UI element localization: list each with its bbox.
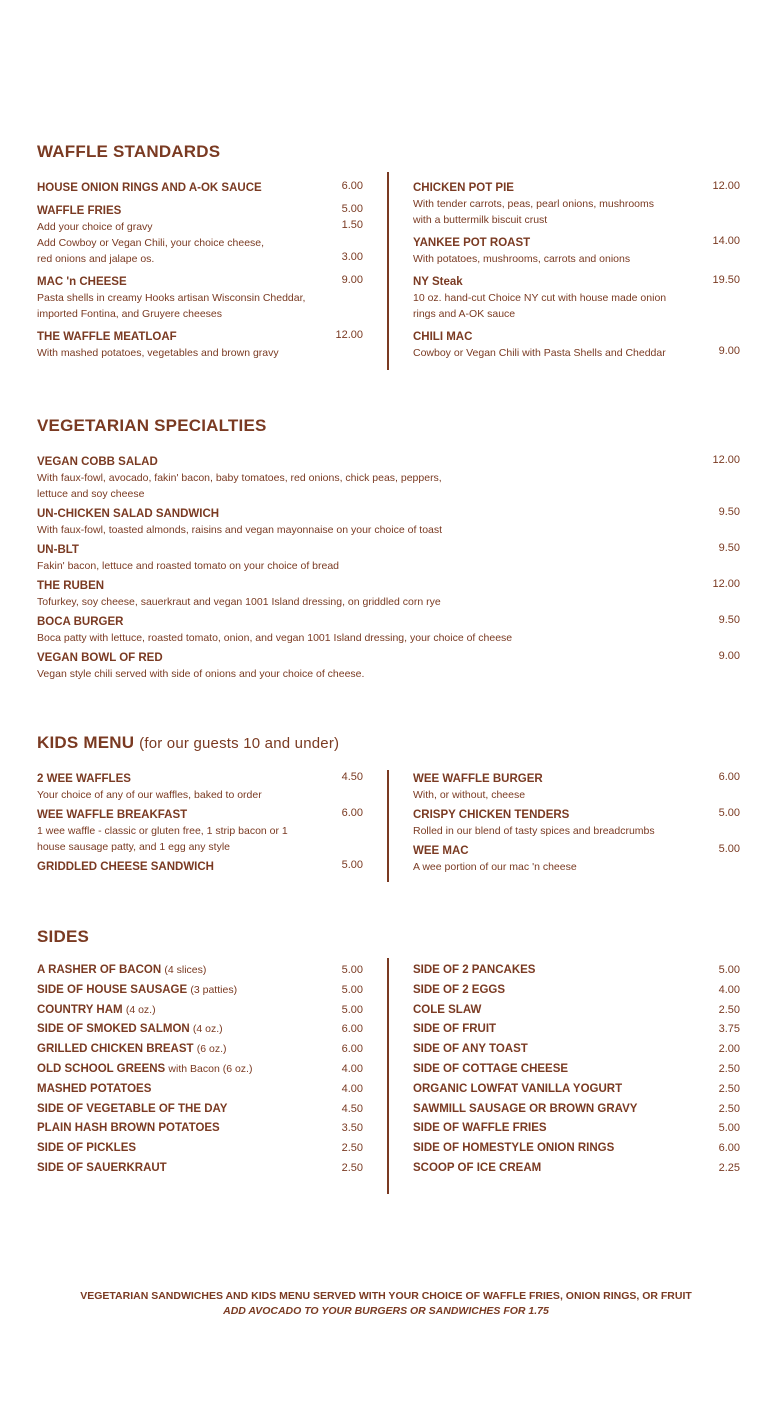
side-item	[37, 1103, 227, 1115]
menu-item-price: 9.00	[341, 274, 363, 286]
side-item-name: SIDE OF VEGETABLE OF THE DAY	[37, 1102, 228, 1115]
side-item-price: 2.50	[341, 1142, 363, 1155]
side-item-name: MASHED POTATOES	[37, 1082, 152, 1095]
side-item-note: (4 slices)	[164, 964, 207, 976]
side-item-price: 4.50	[341, 1102, 363, 1115]
side-item-price: 2.50	[718, 1082, 740, 1095]
side-item-name: COLE SLAW	[413, 1003, 482, 1016]
side-item-name: SIDE OF 2 PANCAKES	[413, 964, 536, 976]
menu-item-price: 5.00	[341, 859, 363, 871]
menu-item-price: 4.50	[341, 771, 363, 783]
menu-item-name: CRISPY CHICKEN TENDERS	[413, 809, 570, 821]
side-item-note: (3 patties)	[190, 983, 238, 996]
side-item-name: SIDE OF COTTAGE CHEESE	[413, 1063, 569, 1075]
menu-item-description: imported Fontina, and Gruyere cheeses	[37, 308, 223, 320]
side-item-price: 4.00	[341, 1082, 363, 1095]
side-item-note: (4 oz.)	[125, 1003, 156, 1016]
menu-item-price: 6.00	[341, 180, 363, 192]
side-item	[37, 984, 237, 996]
side-item-price: 4.00	[341, 1063, 363, 1075]
column-divider	[387, 770, 389, 882]
side-item-price: 2.50	[718, 1063, 740, 1075]
side-item-price: 2.50	[341, 1162, 363, 1174]
side-item-note: with Bacon (6 oz.)	[168, 1063, 253, 1075]
section-title-sides: SIDES	[37, 927, 90, 946]
menu-item-description: Rolled in our blend of tasty spices and breadcrumbs	[413, 825, 655, 837]
side-item-name: SIDE OF WAFFLE FRIES	[413, 1122, 547, 1135]
menu-item-price: 5.00	[718, 843, 740, 855]
section-title-vegetarian: VEGETARIAN SPECIALTIES	[37, 416, 267, 435]
side-item-name: A RASHER OF BACON	[37, 964, 162, 976]
menu-item-name: VEGAN COBB SALAD	[37, 456, 158, 468]
side-item-name: GRILLED CHICKEN BREAST	[37, 1043, 194, 1056]
menu-item-price: 5.00	[341, 203, 363, 215]
menu-item-price: 12.00	[712, 180, 740, 192]
menu-item-description: Boca patty with lettuce, roasted tomato, onion, and vegan 1001 Island dressing, your choice of cheese	[37, 632, 513, 644]
menu-item-description: red onions and jalape os.	[37, 253, 155, 265]
menu-item-name: WEE MAC	[413, 845, 469, 857]
side-item-name: OLD SCHOOL GREENS	[37, 1063, 166, 1075]
menu-item-name: VEGAN BOWL OF RED	[37, 652, 163, 664]
side-item	[37, 1162, 167, 1174]
side-item-price: 3.50	[341, 1122, 363, 1135]
side-item-name: SIDE OF HOUSE SAUSAGE	[37, 983, 188, 996]
menu-item-name: UN-BLT	[37, 544, 79, 556]
menu-item-description: with a buttermilk biscuit crust	[413, 214, 548, 226]
menu-item-price: 3.00	[341, 251, 363, 263]
menu-item-description: With faux-fowl, avocado, fakin' bacon, baby tomatoes, red onions, chick peas, peppers,	[37, 472, 442, 484]
side-item-price: 3.75	[718, 1023, 740, 1036]
side-item-name: COUNTRY HAM	[37, 1003, 123, 1016]
menu-item-name: WEE WAFFLE BURGER	[413, 773, 543, 785]
menu-item-name: NY Steak	[413, 276, 463, 288]
side-item-name: SAWMILL SAUSAGE OR BROWN GRAVY	[413, 1102, 638, 1115]
side-item-name: SIDE OF PICKLES	[37, 1142, 137, 1155]
side-item-note: (6 oz.)	[196, 1043, 227, 1056]
menu-item-description: With tender carrots, peas, pearl onions, mushrooms	[413, 198, 655, 210]
side-item-price: 6.00	[718, 1142, 740, 1155]
menu-item-price: 6.00	[341, 807, 363, 819]
column-divider	[387, 172, 389, 370]
side-item	[37, 1023, 223, 1035]
menu-item-price: 6.00	[718, 771, 740, 783]
menu-item-name: THE RUBEN	[37, 580, 105, 592]
menu-item-name: MAC 'n CHEESE	[37, 276, 127, 288]
side-item-name: ORGANIC LOWFAT VANILLA YOGURT	[413, 1082, 623, 1095]
side-item-price: 5.00	[718, 1122, 740, 1135]
menu-item-price: 19.50	[712, 274, 740, 286]
menu-item-name: BOCA BURGER	[37, 616, 124, 628]
menu-item-description: Vegan style chili served with side of onions and your choice of cheese.	[37, 668, 365, 680]
menu-item-description: house sausage patty, and 1 egg any style	[37, 841, 231, 853]
menu-item-name: THE WAFFLE MEATLOAF	[37, 331, 177, 343]
menu-item-price: 12.00	[712, 578, 740, 590]
side-item-price: 5.00	[341, 964, 363, 976]
menu-item-description: With faux-fowl, toasted almonds, raisins and vegan mayonnaise on your choice of toast	[37, 524, 443, 536]
menu-item-name: 2 WEE WAFFLES	[37, 773, 131, 785]
menu-item-price: 12.00	[335, 329, 363, 341]
side-item-name: SIDE OF HOMESTYLE ONION RINGS	[413, 1142, 615, 1155]
side-item	[37, 1043, 227, 1055]
menu-item-description: Cowboy or Vegan Chili with Pasta Shells and Cheddar	[413, 347, 666, 359]
side-item	[37, 964, 206, 976]
menu-item-description: 10 oz. hand-cut Choice NY cut with house made onion	[413, 292, 667, 304]
column-divider	[387, 958, 389, 1194]
side-item-price: 4.00	[718, 983, 740, 996]
menu-item-price: 9.50	[718, 542, 740, 554]
menu-item-description: Add Cowboy or Vegan Chili, your choice cheese,	[37, 237, 265, 249]
menu-item-description: 1 wee waffle - classic or gluten free, 1 strip bacon or 1	[37, 825, 288, 837]
menu-item-name: CHICKEN POT PIE	[413, 182, 514, 194]
menu-item-price: 5.00	[718, 807, 740, 819]
side-item-price: 2.50	[718, 1102, 740, 1115]
menu-item-name: YANKEE POT ROAST	[413, 237, 531, 249]
menu-item-description: With mashed potatoes, vegetables and brown gravy	[37, 347, 279, 359]
menu-item-description: rings and A-OK sauce	[413, 308, 516, 320]
side-item-name: PLAIN HASH BROWN POTATOES	[37, 1122, 220, 1135]
side-item-price: 2.25	[718, 1162, 740, 1174]
side-item-price: 6.00	[341, 1023, 363, 1036]
section-title-kids	[37, 733, 339, 753]
menu-item-price: 9.50	[718, 506, 740, 518]
menu-item-name: WAFFLE FRIES	[37, 205, 122, 217]
side-item-price: 5.00	[341, 1003, 363, 1016]
side-item	[37, 1142, 136, 1154]
menu-item-description: Fakin' bacon, lettuce and roasted tomato on your choice of bread	[37, 560, 340, 572]
kids-title: KIDS MENU	[37, 733, 135, 752]
side-item-name: SIDE OF FRUIT	[413, 1023, 497, 1036]
side-item-price: 6.00	[341, 1043, 363, 1056]
side-item-price: 2.50	[718, 1003, 740, 1016]
side-item-name: SIDE OF 2 EGGS	[413, 983, 506, 996]
side-item-name: SCOOP OF ICE CREAM	[413, 1162, 542, 1174]
section-title-waffle-standards: WAFFLE STANDARDS	[37, 142, 221, 161]
menu-item-description: Add your choice of gravy	[37, 221, 153, 233]
menu-item-name: GRIDDLED CHEESE SANDWICH	[37, 861, 214, 873]
footer-note: VEGETARIAN SANDWICHES AND KIDS MENU SERVED WITH YOUR CHOICE OF WAFFLE FRIES, ONION RINGS, OR FRUIT	[80, 1290, 692, 1302]
menu-item-description: With, or without, cheese	[413, 789, 526, 801]
menu-item-price: 1.50	[341, 219, 363, 231]
menu-item-price: 9.00	[718, 650, 740, 662]
menu-item-name: CHILI MAC	[413, 331, 473, 343]
side-item	[37, 1122, 220, 1134]
menu-item-description: A wee portion of our mac 'n cheese	[413, 861, 577, 873]
menu-item-name: HOUSE ONION RINGS AND A-OK SAUCE	[37, 182, 262, 194]
menu-item-description: lettuce and soy cheese	[37, 488, 145, 500]
side-item-name: SIDE OF SAUERKRAUT	[37, 1162, 167, 1174]
side-item	[37, 1083, 151, 1095]
menu-item-name: WEE WAFFLE BREAKFAST	[37, 809, 188, 821]
menu-item-description: Tofurkey, soy cheese, sauerkraut and vegan 1001 Island dressing, on griddled corn rye	[37, 596, 441, 608]
side-item-price: 5.00	[341, 983, 363, 996]
menu-item-description: Pasta shells in creamy Hooks artisan Wisconsin Cheddar,	[37, 292, 306, 304]
side-item	[37, 1004, 156, 1016]
side-item	[37, 1063, 252, 1075]
side-item-name: SIDE OF SMOKED SALMON	[37, 1023, 190, 1036]
footer-avocado-note: ADD AVOCADO TO YOUR BURGERS OR SANDWICHES FOR 1.75	[223, 1305, 549, 1317]
side-item-price: 2.00	[718, 1043, 740, 1056]
side-item-price: 5.00	[718, 964, 740, 976]
menu-item-description: With potatoes, mushrooms, carrots and onions	[413, 253, 631, 265]
menu-item-description: Your choice of any of our waffles, baked to order	[37, 789, 262, 801]
menu-item-name: UN-CHICKEN SALAD SANDWICH	[37, 508, 220, 520]
menu-item-price: 14.00	[712, 235, 740, 247]
menu-item-price: 9.50	[718, 614, 740, 626]
menu-item-price: 9.00	[718, 345, 740, 357]
side-item-name: SIDE OF ANY TOAST	[413, 1043, 528, 1056]
kids-subtitle: (for our guests 10 and under)	[139, 735, 340, 752]
menu-item-price: 12.00	[712, 454, 740, 466]
side-item-note: (4 oz.)	[192, 1023, 223, 1036]
